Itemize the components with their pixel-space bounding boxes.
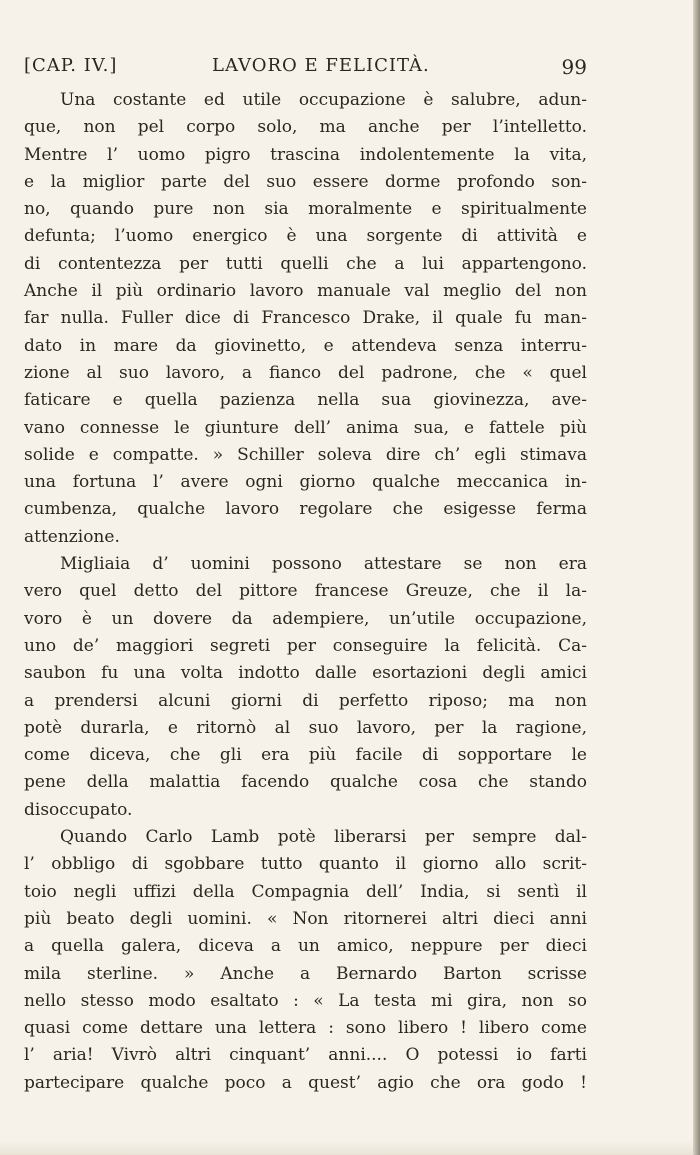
text-line: a prendersi alcuni giorni di perfetto riposo; ma non xyxy=(24,690,587,711)
text-line: una fortuna l’ avere ogni giorno qualche meccanica in- xyxy=(24,472,587,493)
body-text xyxy=(24,87,587,1097)
running-title: LAVORO E FELICITÀ. xyxy=(212,55,430,76)
text-line: no, quando pure non sia moralmente e spiritualmente xyxy=(24,199,587,220)
text-line: faticare e quella pazienza nella sua giovinezza, ave- xyxy=(24,390,587,411)
text-line: come diceva, che gli era più facile di sopportare le xyxy=(24,745,587,766)
text-line: saubon fu una volta indotto dalle esortazioni degli amici xyxy=(24,663,587,684)
text-line: nello stesso modo esaltato : « La testa mi gira, non so xyxy=(24,990,587,1011)
text-line: mila sterline. » Anche a Bernardo Barton scrisse xyxy=(24,963,587,984)
text-line: dato in mare da giovinetto, e attendeva senza interru- xyxy=(24,335,587,356)
text-line: far nulla. Fuller dice di Francesco Drake, il quale fu man- xyxy=(24,308,587,329)
text-line: zione al suo lavoro, a fianco del padrone, che « quel xyxy=(24,362,587,383)
text-line: Quando Carlo Lamb potè liberarsi per sempre dal- xyxy=(60,827,587,848)
text-line: que, non pel corpo solo, ma anche per l’intelletto. xyxy=(24,117,587,138)
text-line: l’ aria! Vivrò altri cinquant’ anni.... O potessi io farti xyxy=(24,1045,587,1066)
text-line: partecipare qualche poco a quest’ agio che ora godo ! xyxy=(24,1072,587,1093)
text-line: attenzione. xyxy=(24,526,120,547)
text-line: Una costante ed utile occupazione è salubre, adun- xyxy=(60,90,587,110)
text-line: vero quel detto del pittore francese Greuze, che il la- xyxy=(24,581,587,602)
text-line: solide e compatte. » Schiller soleva dire ch’ egli stimava xyxy=(24,444,587,465)
page-edge xyxy=(693,0,700,1155)
text-line: disoccupato. xyxy=(24,799,133,820)
paragraph xyxy=(24,551,587,824)
text-line: Migliaia d’ uomini possono attestare se non era xyxy=(60,554,587,575)
text-line: più beato degli uomini. « Non ritornerei altri dieci anni xyxy=(24,908,587,929)
chapter-label: [CAP. IV.] xyxy=(24,55,118,76)
text-line: di contentezza per tutti quelli che a lui appartengono. xyxy=(24,253,587,274)
page-number: 99 xyxy=(561,55,587,79)
page-bottom-shadow xyxy=(0,1141,700,1155)
paragraph xyxy=(24,824,587,1097)
text-line: defunta; l’uomo energico è una sorgente di attività e xyxy=(24,226,587,247)
text-line: l’ obbligo di sgobbare tutto quanto il giorno allo scrit- xyxy=(24,854,587,875)
text-line: toio negli uffizi della Compagnia dell’ India, si sentì il xyxy=(24,881,587,902)
running-head xyxy=(24,55,587,81)
text-line: uno de’ maggiori segreti per conseguire la felicità. Ca- xyxy=(24,635,587,656)
text-line: vano connesse le giunture dell’ anima sua, e fattele più xyxy=(24,417,587,438)
text-line: cumbenza, qualche lavoro regolare che esigesse ferma xyxy=(24,499,587,520)
text-line: a quella galera, diceva a un amico, neppure per dieci xyxy=(24,936,587,957)
text-line: pene della malattia facendo qualche cosa che stando xyxy=(24,772,587,793)
text-line: Anche il più ordinario lavoro manuale val meglio del non xyxy=(24,281,587,302)
text-line: Mentre l’ uomo pigro trascina indolentemente la vita, xyxy=(24,144,587,165)
text-line: voro è un dovere da adempiere, un’utile occupazione, xyxy=(24,608,587,629)
text-line: potè durarla, e ritornò al suo lavoro, per la ragione, xyxy=(24,717,587,738)
text-line: e la miglior parte del suo essere dorme profondo son- xyxy=(24,171,587,192)
text-line: quasi come dettare una lettera : sono libero ! libero come xyxy=(24,1018,587,1039)
paragraph xyxy=(24,87,587,551)
